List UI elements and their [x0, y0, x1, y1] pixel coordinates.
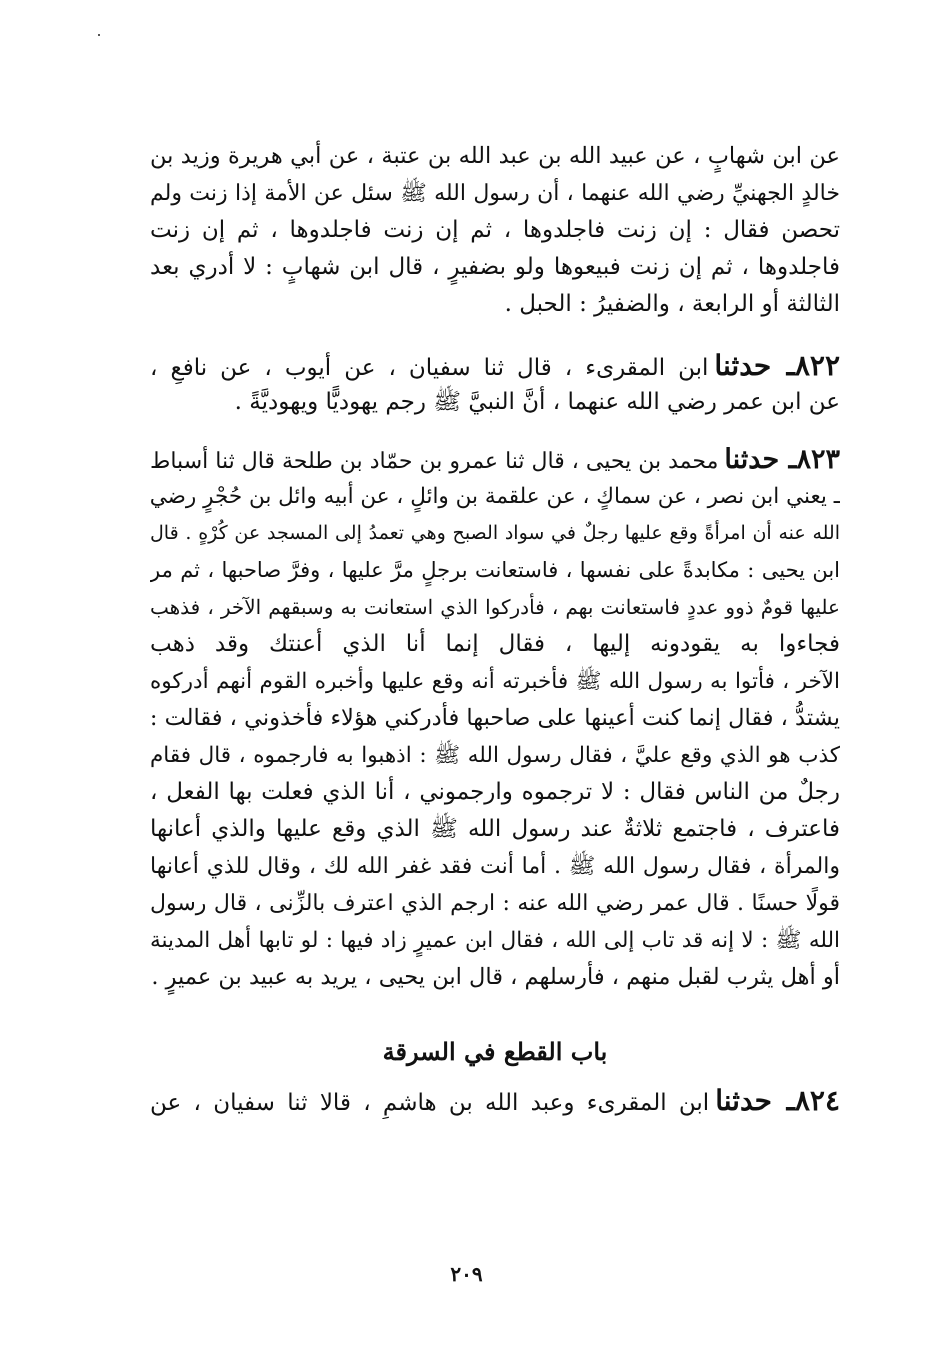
hadith-first-line [150, 1082, 840, 1119]
text-line: ابن يحيى : مكابدةً على نفسها ، فاستعانت برجلٍ مرَّ عليها ، وفرَّ صاحبها ، ثم مر [150, 558, 840, 582]
text-line: فاعترف ، فاجتمع ثلاثةٌ عند رسول الله ﷺ الذي وقع عليها والذي أعانها [150, 816, 840, 842]
text-line: الثالثة أو الرابعة ، والضفيرُ : الحبل . [504, 291, 840, 317]
text-line: الآخر ، فأتوا به رسول الله ﷺ فأخبرته أنه وقع عليها وأخبره القوم أنهم أدركوه [150, 669, 840, 694]
page-number: ٢٠٩ [450, 1262, 483, 1286]
text-line: عليها قومٌ ذوو عددٍ فاستعانت بهم ، فأدركوا الذي استعانت به وسبقهم الآخر ، فذهب [150, 595, 840, 619]
chapter-heading: باب القطع في السرقة [382, 1037, 608, 1066]
hadith-first-line [150, 441, 840, 478]
hadith-lead: ـ حدثنا [715, 1084, 795, 1117]
text-line: الله عنه أن امرأةً وقع عليها رجلٌ في سواد الصبح وهي تعمدُ إلى المسجد عن كُرْهٍ . قال [150, 522, 840, 544]
text-line: عن ابن عمر رضي الله عنهما ، أنَّ النبيَّ ﷺ رجم يهوديًّا ويهوديَّةً . [234, 389, 840, 415]
text-line: تحصن فقال : إن زنت فاجلدوها ، ثم إن زنت فاجلدوها ، ثم إن زنت [150, 217, 840, 243]
text-line: قولًا حسنًا . قال عمر رضي الله عنه : ارجم الذي اعترف بالزِّنى ، قال رسول [150, 891, 840, 916]
text-line: والمرأة ، فقال رسول الله ﷺ . أما أنت فقد غفر الله لك ، وقال للذي أعانها [150, 854, 840, 879]
text-line: فجاءوا به يقودونه إليها ، فقال إنما أنا الذي أعنتك وقد ذهب [150, 631, 840, 657]
hadith-821-continuation [150, 138, 840, 323]
hadith-824 [150, 1082, 840, 1119]
text-line: عن ابن شهابٍ ، عن عبيد الله بن عبد الله بن عتبة ، عن أبي هريرة وزيد بن [150, 143, 840, 169]
text-segment: محمد بن يحيى ، قال ثنا عمرو بن حمّاد بن طلحة قال ثنا أسباط [150, 449, 719, 474]
text-line: الله ﷺ : لا إنه قد تاب إلى الله ، فقال ابن عميرٍ زاد فيها : لو تابها أهل المدينة [150, 928, 840, 953]
document-page [150, 138, 840, 1119]
text-line: كذب هو الذي وقع عليَّ ، فقال رسول الله ﷺ : اذهبوا به فارجموه ، قال فقام [150, 743, 840, 768]
text-line: فاجلدوها ، ثم إن زنت فبيعوها ولو بضفيرٍ ، قال ابن شهابٍ : لا أدري بعد [150, 254, 840, 280]
text-segment: ابن المقرىء وعبد الله بن هاشمٍ ، قالا ثنا سفيان ، عن [150, 1090, 710, 1116]
hadith-number: ٨٢٣ [796, 444, 840, 475]
hadith-number: ٨٢٢ [794, 349, 840, 382]
text-line: يشتدُّ ، فقال إنما كنت أعينها على صاحبها فأدركني هؤلاء فأخذوني ، فقالت : [150, 705, 840, 731]
hadith-823 [150, 441, 840, 996]
hadith-822 [150, 347, 840, 421]
scan-speck [98, 34, 100, 36]
hadith-lead: ـ حدثنا [714, 349, 795, 382]
hadith-first-line [150, 347, 840, 384]
text-line: رجلٌ من الناس فقال : لا ترجموه وارجموني ، أنا الذي فعلت بها الفعل ، [150, 779, 840, 805]
text-line: أو أهل يثرب لقبل منهم ، فأرسلهم ، قال ابن يحيى ، يريد به عبيد بن عميرٍ . [151, 964, 840, 990]
text-line: خالدٍ الجهنيِّ رضي الله عنهما ، أن رسول الله ﷺ سئل عن الأمة إذا زنت ولم [150, 181, 840, 206]
hadith-number: ٨٢٤ [794, 1084, 840, 1117]
text-segment: ابن المقرىء ، قال ثنا سفيان ، عن أيوب ، عن نافعٍ ، [150, 355, 709, 381]
text-line: ـ يعني ابن نصر ، عن سماكٍ ، عن علقمة بن وائلٍ ، عن أبيه وائل بن حُجْرٍ رضي [150, 484, 840, 509]
hadith-lead: ـ حدثنا [724, 444, 797, 475]
